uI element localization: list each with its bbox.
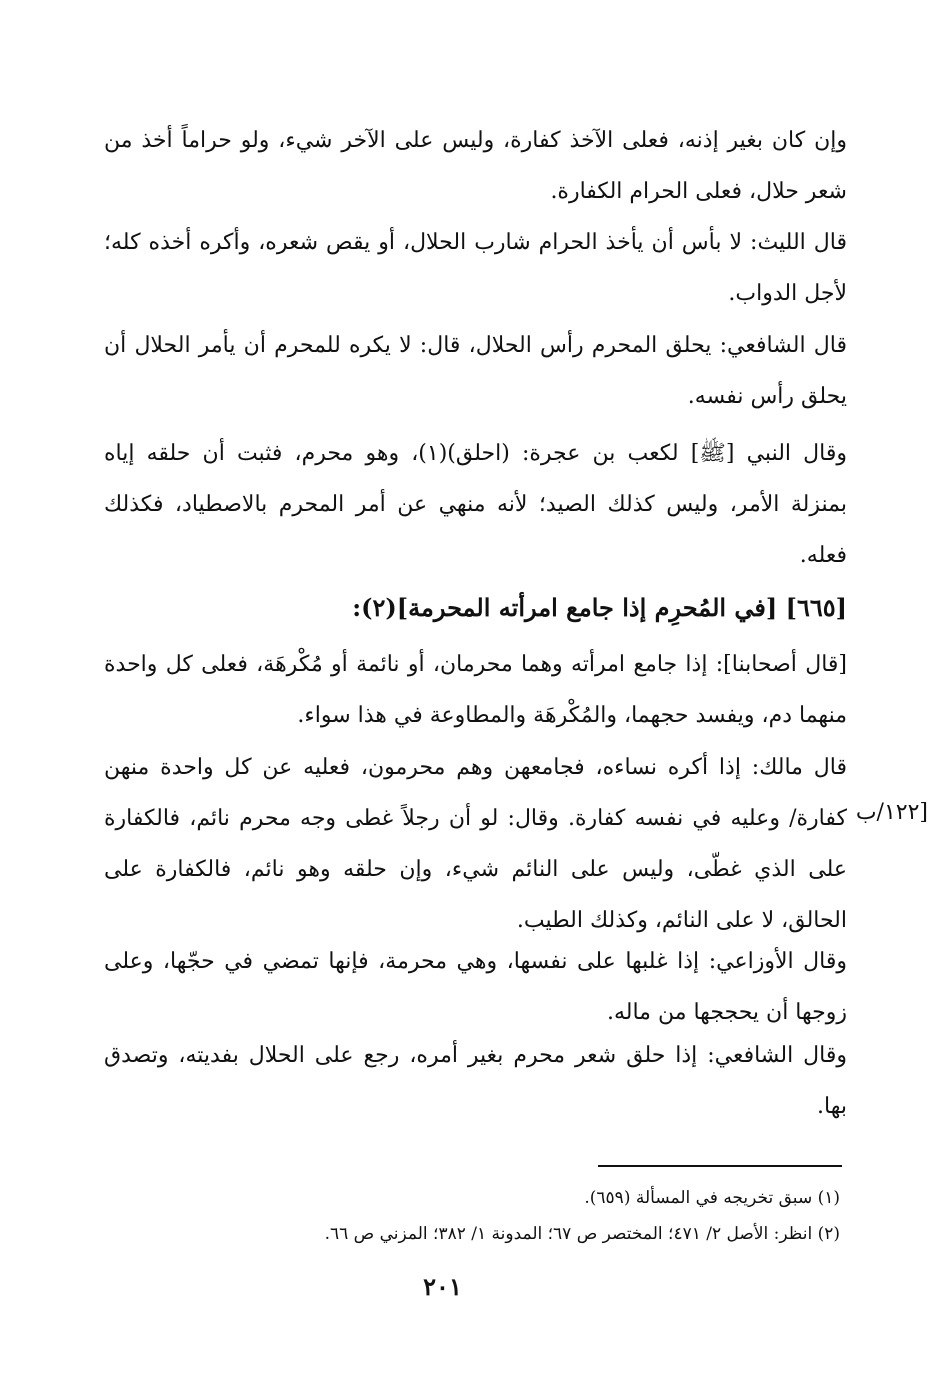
section-text bbox=[104, 1030, 847, 1132]
footnote: (٢) انظر: الأصل ٢/ ٤٧١؛ المختصر ص ٦٧؛ المدونة ١/ ٣٨٢؛ المزني ص ٦٦. bbox=[324, 1224, 840, 1244]
paragraph: [قال أصحابنا]: إذا جامع امرأته وهما محرمان، أو نائمة أو مُكْرهَة، فعلى كل واحدة منهما دم، ويفسد حجهما، والمُكْرهَة والمطاوعة في هذا سواء. bbox=[104, 652, 847, 728]
paragraph: قال مالك: إذا أكره نساءه، فجامعهن وهم محرمون، فعليه عن كل واحدة منهن كفارة/ وعليه في نفسه كفارة. وقال: لو أن رجلاً غطى وجه محرم نائم، فالكفارة على الذي غطّى، وليس على النائم شيء، وإن حلقه وهو نائم، فالكفارة على الحالق، لا على النائم، وكذلك الطيب. bbox=[104, 755, 847, 933]
section-heading: [٦٦٥] [في المُحرِم إذا جامع امرأته المحرمة](٢): bbox=[352, 593, 847, 622]
footnote: (١) سبق تخريجه في المسألة (٦٥٩). bbox=[584, 1188, 840, 1208]
main-text bbox=[104, 320, 847, 422]
paragraph: وقال الأوزاعي: إذا غلبها على نفسها، وهي محرمة، فإنها تمضي في حجّها، وعلى زوجها أن يحججها من ماله. bbox=[104, 949, 847, 1025]
paragraph: قال الليث: لا بأس أن يأخذ الحرام شارب الحلال، أو يقص شعره، وأكره أخذه كله؛ لأجل الدواب. bbox=[104, 230, 847, 306]
footnote-divider bbox=[598, 1165, 842, 1167]
section-heading-block bbox=[104, 586, 847, 630]
main-text bbox=[104, 217, 847, 319]
main-text bbox=[104, 115, 847, 217]
paragraph: وقال النبي [ﷺ] لكعب بن عجرة: (احلق)(١)، وهو محرم، فثبت أن حلقه إياه بمنزلة الأمر، وليس كذلك الصيد؛ لأنه منهي عن أمر المحرم بالاصطياد، فكذلك فعله. bbox=[104, 441, 847, 568]
main-text bbox=[104, 428, 847, 581]
paragraph: قال الشافعي: يحلق المحرم رأس الحلال، قال: لا يكره للمحرم أن يأمر الحلال أن يحلق رأس نفسه. bbox=[104, 333, 847, 409]
footnotes bbox=[150, 1180, 840, 1252]
section-text bbox=[104, 639, 847, 741]
page-number: ٢٠١ bbox=[423, 1272, 462, 1301]
section-text bbox=[104, 936, 847, 1038]
section-text bbox=[104, 742, 847, 946]
manuscript-folio-note: [١٢٢/ب bbox=[855, 800, 928, 825]
paragraph: وقال الشافعي: إذا حلق شعر محرم بغير أمره، رجع على الحلال بفديته، وتصدق بها. bbox=[104, 1043, 847, 1119]
paragraph: وإن كان بغير إذنه، فعلى الآخذ كفارة، وليس على الآخر شيء، ولو حراماً أخذ من شعر حلال، فعلى الحرام الكفارة. bbox=[104, 128, 847, 204]
